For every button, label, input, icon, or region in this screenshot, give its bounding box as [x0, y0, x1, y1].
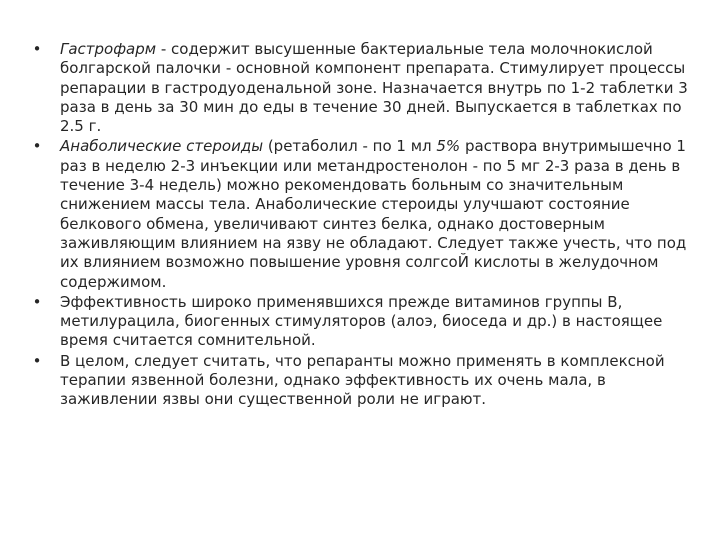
bullet-dot-icon: •	[32, 137, 42, 156]
bullet-list	[30, 40, 702, 411]
bullet-dot-icon: •	[32, 292, 42, 311]
bullet-text-part-b: раствора внутримышечно 1 раз в неделю 2-3 инъекции или метандростенолон - по 5 мг 2-3 раза в день в течение 3-4 недель) можно рекомендовать больным со значительным снижением массы тела. Анаболические стероиды улучшают состояние белкового обмена, увеличивают синтез белка, однако достоверным заживляющим влиянием на язву не обладают. Следует также учесть, что под их влиянием возможно повышение уровня солгсоЙ кислоты в желудочном содержимом.	[60, 137, 687, 291]
bullet-dot-icon: •	[32, 40, 42, 58]
bullet-text: Эффективность широко применявшихся прежде витаминов группы В, метилурацила, биогенных стимуляторов (алоэ, биоседа и др.) в настоящее время считается сомнительной.	[60, 292, 663, 350]
concentration-value: 5%	[436, 137, 461, 156]
bullet-item-gastropharm	[30, 40, 702, 136]
bullet-dot-icon: •	[32, 351, 42, 370]
bullet-text: В целом, следует считать, что репаранты можно применять в комплексной терапии язвенной болезни, однако эффективность их очень мала, в заживлении язвы они существенной роли не играют.	[60, 351, 665, 409]
drug-name-gastropharm: Гастрофарм	[60, 40, 157, 58]
bullet-item-anabolic-steroids	[30, 137, 702, 291]
bullet-item-conclusion	[30, 352, 702, 410]
bullet-text: - содержит высушенные бактериальные тела молочнокислой болгарской палочки - основной компонент препарата. Стимулирует процессы репарации в гастродуоденальной зоне. Назначается внутрь по 1-2 таблетки 3 раза в день за 30 мин до еды в течение 30 дней. Выпускается в таблетках по 2.5 г.	[60, 40, 688, 136]
bullet-item-vitamins	[30, 293, 702, 351]
bullet-text-part-a: (ретаболил - по 1 мл	[263, 137, 437, 156]
drug-name-anabolic-steroids: Анаболические стероиды	[60, 137, 264, 156]
